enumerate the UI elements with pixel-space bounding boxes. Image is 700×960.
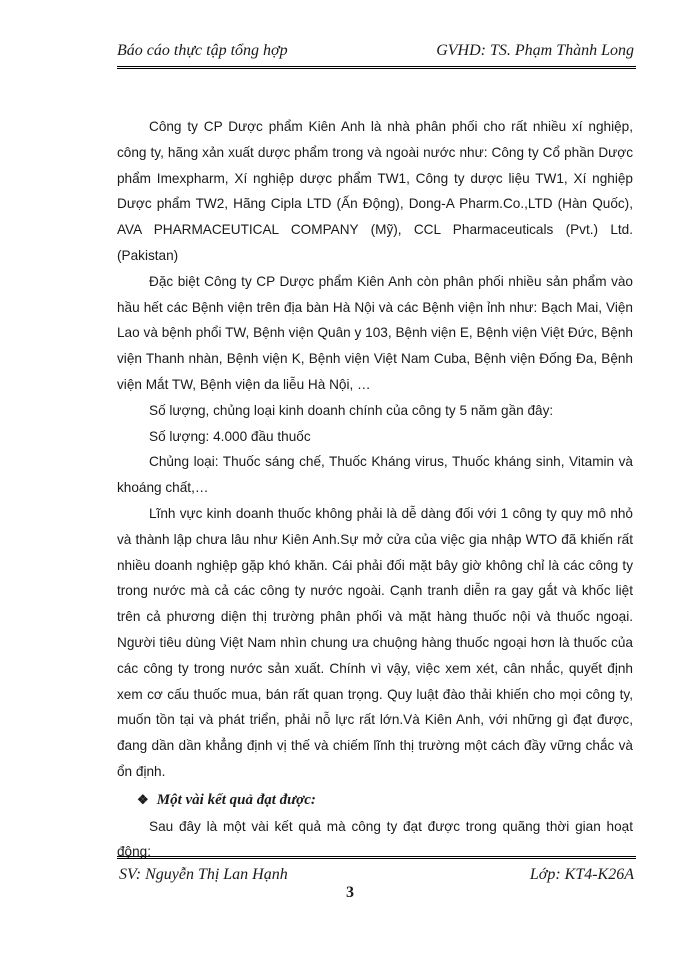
paragraph-quantity: Số lượng: 4.000 đầu thuốc [149, 428, 311, 444]
footer-student-name: SV: Nguyễn Thị Lan Hạnh [119, 866, 288, 883]
section-heading-text: Một vài kết quả đạt được: [156, 791, 316, 808]
header-advisor: GVHD: TS. Phạm Thành Long [436, 42, 634, 59]
page-footer [117, 856, 636, 887]
paragraph-competition: Lĩnh vực kinh doanh thuốc không phải là dễ dàng đối với 1 công ty quy mô nhỏ và thành lập chưa lâu như Kiên Anh.Sự mở cửa của việc gia nhập WTO đã khiến rất nhiều doanh nghiệp gặp khó khăn. Cái phải đối mặt bây giờ không chỉ là các công ty trong nước mà cả các công ty nước ngoài. Cạnh tranh diễn ra gay gắt và khốc liệt trên cả phương diện thị trường phân phối và mặt hàng thuốc nội và thuốc ngoại. Người tiêu dùng Việt Nam nhìn chung ưa chuộng hàng thuốc ngoại hơn là thuốc của các công ty trong nước sản xuất. Chính vì vậy, việc xem xét, cân nhắc, quyết định xem cơ cấu thuốc mua, bán rất quan trọng. Quy luật đào thải khiến cho mọi công ty, muốn tồn tại và phát triển, phải nỗ lực rất lớn.Và Kiên Anh, với những gì đạt được, đang dần dần khẳng định vị thế và chiếm lĩnh thị trường một cách đầy vững chắc và ổn định. [117, 505, 633, 779]
page-header [117, 40, 636, 69]
paragraph-business-intro: Số lượng, chủng loại kinh doanh chính của công ty 5 năm gần đây: [149, 402, 554, 418]
document-body [117, 114, 633, 865]
paragraph-results-intro: Sau đây là một vài kết quả mà công ty đạt được trong quãng thời gian hoạt động: [117, 818, 633, 860]
header-report-title: Báo cáo thực tập tổng hợp [117, 42, 288, 59]
footer-class: Lớp: KT4-K26A [529, 866, 634, 883]
page-number: 3 [346, 884, 354, 901]
section-heading-results [117, 787, 633, 814]
paragraph-hospitals: Đặc biệt Công ty CP Dược phẩm Kiên Anh còn phân phối nhiều sản phẩm vào hầu hết các Bệnh viện trên địa bàn Hà Nội và các Bệnh viện ỉnh như: Bạch Mai, Viện Lao và bệnh phổi TW, Bệnh viện Quân y 103, Bệnh viện E, Bệnh viện Việt Đức, Bệnh viện Thanh nhàn, Bệnh viện K, Bệnh viện Việt Nam Cuba, Bệnh viện Đống Đa, Bệnh viện Mắt TW, Bệnh viện da liễu Hà Nội, … [117, 273, 633, 392]
paragraph-distributors: Công ty CP Dược phẩm Kiên Anh là nhà phân phối cho rất nhiều xí nghiệp, công ty, hãng xản xuất dược phẩm trong và ngoài nước như: Công ty Cổ phần Dược phẩm Imexpharm, Xí nghiệp dược phẩm TW1, Công ty dược liệu TW1, Xí nghiệp Dược phẩm TW2, Hãng Cipla LTD (Ấn Động), Dong-A Pharm.Co.,LTD (Hàn Quốc), AVA PHARMACEUTICAL COMPANY (Mỹ), CCL Pharmaceuticals (Pvt.) Ltd. (Pakistan) [117, 119, 633, 263]
paragraph-categories: Chủng loại: Thuốc sáng chế, Thuốc Kháng virus, Thuốc kháng sinh, Vitamin và khoáng chất,… [117, 454, 633, 496]
diamond-bullet-icon: ❖ [137, 791, 149, 807]
